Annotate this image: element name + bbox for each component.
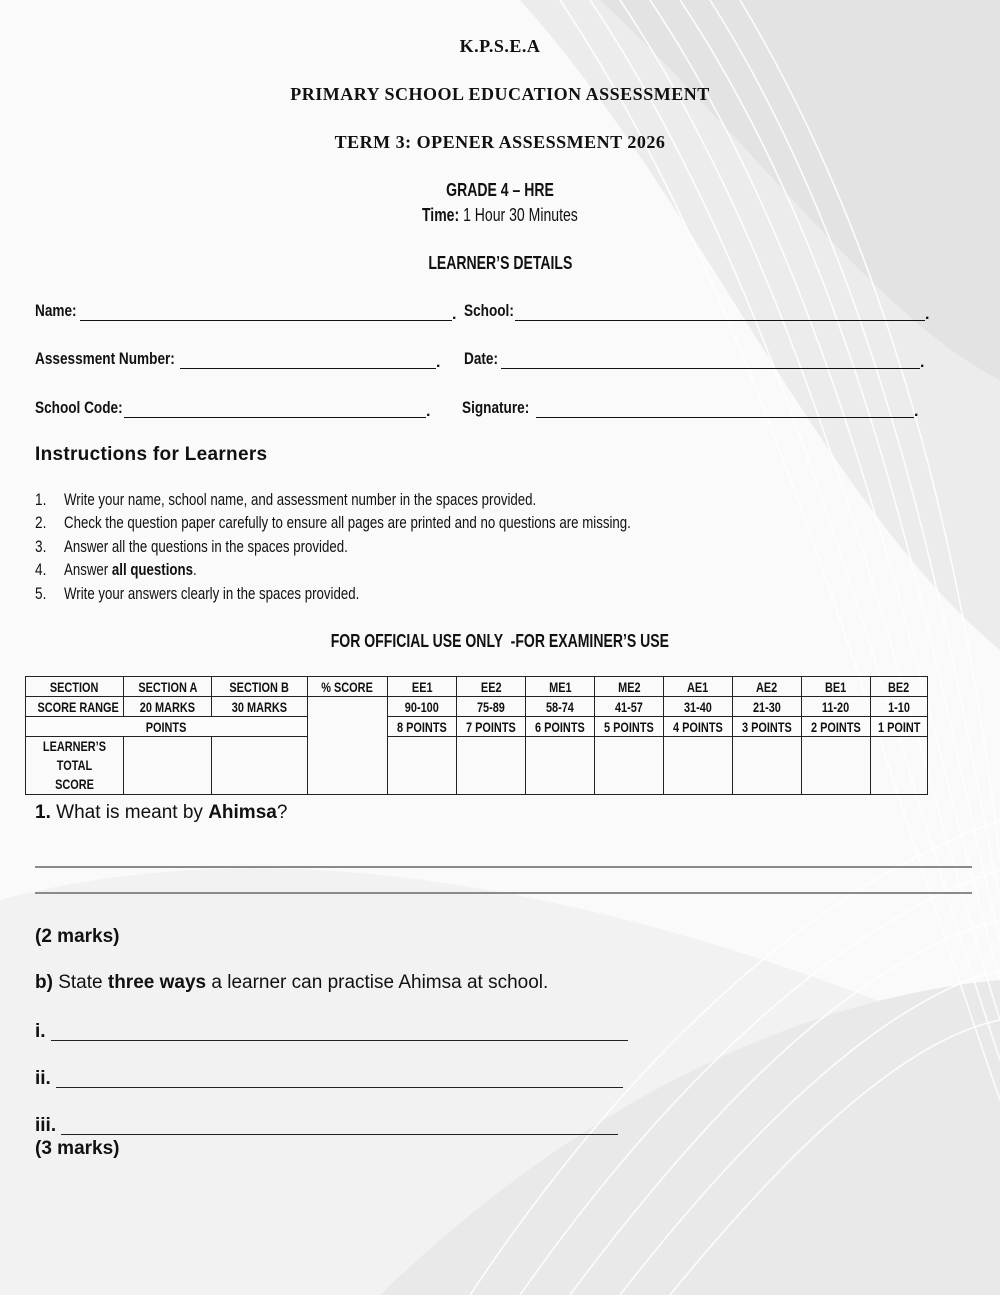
time-allowed: Time: 1 Hour 30 Minutes: [422, 205, 578, 225]
school-field[interactable]: [515, 320, 925, 321]
school-label: School:: [464, 301, 514, 320]
assessment-number-label: Assessment Number:: [35, 349, 175, 368]
instructions-heading: Instructions for Learners: [35, 444, 268, 465]
header-cell: ME2: [595, 677, 664, 697]
instruction-item: 2. Check the question paper carefully to ensure all pages are printed and no questions are missing.: [35, 513, 631, 533]
table-cell: 30 MARKS: [212, 697, 308, 717]
school-code-field[interactable]: [124, 417, 426, 418]
header-cell: % SCORE: [308, 677, 388, 697]
table-cell: 75-89: [457, 697, 526, 717]
sub-item-iii: iii.: [35, 1115, 57, 1136]
table-cell: 41-57: [595, 697, 664, 717]
table-cell: 1 POINT: [871, 717, 928, 737]
table-cell: 5 POINTS: [595, 717, 664, 737]
section-a-total-cell[interactable]: [124, 737, 212, 795]
table-cell: 21-30: [733, 697, 802, 717]
table-cell[interactable]: [595, 737, 664, 795]
section-b-total-cell[interactable]: [212, 737, 308, 795]
official-use-title: FOR OFFICIAL USE ONLY -FOR EXAMINER’S USE: [330, 631, 670, 651]
answer-line-2[interactable]: [35, 892, 972, 894]
header-cell: SECTION B: [212, 677, 308, 697]
table-row: [26, 697, 928, 717]
table-row: [26, 717, 928, 737]
question-1: 1. What is meant by Ahimsa?: [35, 802, 288, 823]
q1-marks: (2 marks): [35, 926, 120, 947]
header-cell: AE2: [733, 677, 802, 697]
answer-line-ii[interactable]: [56, 1087, 623, 1088]
date-field[interactable]: [501, 368, 920, 369]
header-cell: AE1: [664, 677, 733, 697]
table-cell[interactable]: [802, 737, 871, 795]
header-cell: ME1: [526, 677, 595, 697]
instruction-item: 5. Write your answers clearly in the spaces provided.: [35, 583, 360, 603]
answer-line-1[interactable]: [35, 866, 972, 868]
table-cell[interactable]: [457, 737, 526, 795]
learner-details-title: LEARNER’S DETAILS: [427, 253, 573, 273]
table-cell: 2 POINTS: [802, 717, 871, 737]
table-cell[interactable]: [388, 737, 457, 795]
table-cell[interactable]: [526, 737, 595, 795]
sub-item-i: i.: [35, 1021, 46, 1042]
table-row: [26, 737, 928, 795]
signature-field[interactable]: [536, 417, 914, 418]
name-field[interactable]: [80, 320, 452, 321]
assessment-number-field[interactable]: [180, 368, 436, 369]
table-cell: 90-100: [388, 697, 457, 717]
percent-score-cell[interactable]: [308, 697, 388, 795]
table-cell: 11-20: [802, 697, 871, 717]
row-label-cell: POINTS: [26, 717, 308, 737]
table-row: [26, 677, 928, 697]
answer-line-i[interactable]: [51, 1040, 628, 1041]
instruction-item: 1. Write your name, school name, and assessment number in the spaces provided.: [35, 490, 537, 509]
table-cell[interactable]: [871, 737, 928, 795]
header-cell: SECTION A: [124, 677, 212, 697]
assessment-title: PRIMARY SCHOOL EDUCATION ASSESSMENT: [290, 84, 710, 104]
name-label: Name:: [35, 301, 77, 320]
examiner-score-table: [25, 676, 928, 795]
table-cell: 58-74: [526, 697, 595, 717]
table-cell: 31-40: [664, 697, 733, 717]
table-cell: 1-10: [871, 697, 928, 717]
signature-label: Signature:: [462, 398, 530, 417]
school-code-label: School Code:: [35, 398, 123, 417]
date-label: Date:: [464, 349, 499, 368]
header-cell: BE1: [802, 677, 871, 697]
exam-body-title: K.P.S.E.A: [459, 36, 541, 56]
header-cell: BE2: [871, 677, 928, 697]
table-cell[interactable]: [733, 737, 802, 795]
header-cell: EE1: [388, 677, 457, 697]
header-cell: EE2: [457, 677, 526, 697]
row-label-cell: LEARNER’S TOTAL SCORE: [26, 737, 124, 795]
table-cell: 8 POINTS: [388, 717, 457, 737]
instructions-list: [35, 490, 791, 607]
table-cell[interactable]: [664, 737, 733, 795]
grade-subject: GRADE 4 – HRE: [446, 180, 554, 200]
sub-item-ii: ii.: [35, 1068, 51, 1089]
instruction-item: 3. Answer all the questions in the spaces provided.: [35, 536, 348, 556]
q1b-marks: (3 marks): [35, 1138, 120, 1159]
row-label-cell: SCORE RANGE: [26, 697, 124, 717]
term-title: TERM 3: OPENER ASSESSMENT 2026: [334, 132, 666, 152]
table-cell: 3 POINTS: [733, 717, 802, 737]
answer-line-iii[interactable]: [61, 1134, 618, 1135]
header-cell: SECTION: [26, 677, 124, 697]
table-cell: 4 POINTS: [664, 717, 733, 737]
table-cell: 20 MARKS: [124, 697, 212, 717]
question-1b: b) State three ways a learner can practise Ahimsa at school.: [35, 972, 549, 993]
table-cell: 7 POINTS: [457, 717, 526, 737]
table-cell: 6 POINTS: [526, 717, 595, 737]
instruction-item: 4. Answer all questions.: [35, 560, 197, 580]
